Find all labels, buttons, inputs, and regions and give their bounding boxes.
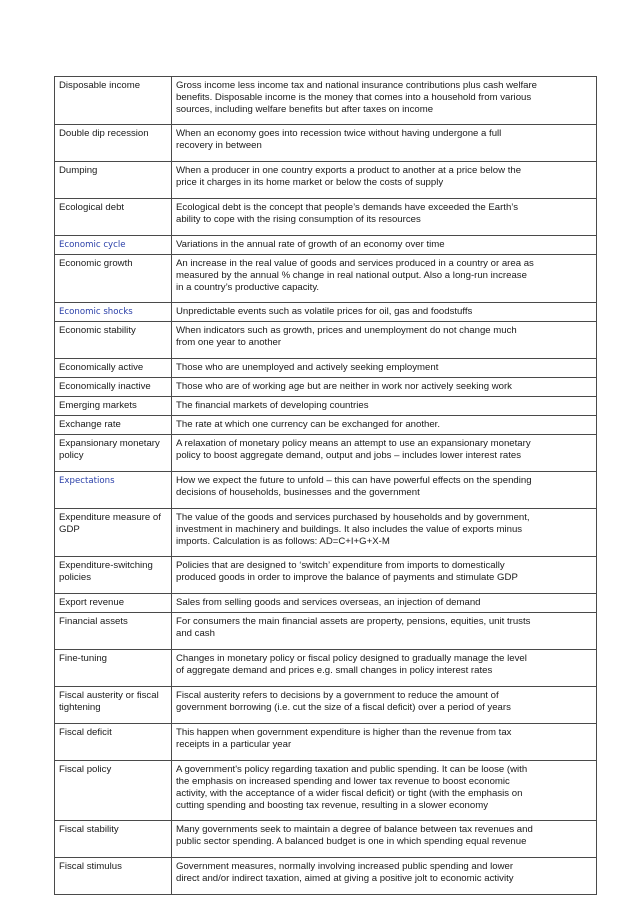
definition-line: Government measures, normally involving increased public spending and lower: [176, 861, 514, 872]
definition-line: Those who are of working age but are neither in work nor actively seeking work: [176, 381, 512, 392]
glossary-row: [55, 236, 597, 255]
glossary-row: [55, 724, 597, 761]
glossary-definition-cell: [172, 378, 597, 397]
glossary-row: [55, 613, 597, 650]
glossary-definition-cell: [172, 821, 597, 858]
glossary-row: [55, 650, 597, 687]
glossary-term-cell: [55, 724, 172, 761]
glossary-term-cell: [55, 761, 172, 821]
glossary-definition-cell: [172, 77, 597, 125]
definition-line: government borrowing (i.e. cut the size of a fiscal deficit) over a period of years: [176, 702, 511, 714]
glossary-term: Fiscal deficit: [59, 727, 112, 738]
definition-line: Gross income less income tax and national insurance contributions plus cash welfare: [176, 80, 538, 91]
glossary-definition-cell: [172, 761, 597, 821]
glossary-row: [55, 397, 597, 416]
glossary-row: [55, 416, 597, 435]
definition-line: produced goods in order to improve the balance of payments and stimulate GDP: [176, 572, 518, 584]
definition-line: A relaxation of monetary policy means an attempt to use an expansionary monetary: [176, 438, 531, 449]
definition-line: of aggregate demand and prices e.g. small changes in policy interest rates: [176, 665, 493, 677]
definition-line: How we expect the future to unfold – this can have powerful effects on the spending: [176, 475, 532, 486]
definition-line: ability to cope with the rising consumption of its resources: [176, 214, 421, 226]
glossary-term: Export revenue: [59, 597, 125, 608]
definition-line: imports. Calculation is as follows: AD=C+I+G+X-M: [176, 536, 390, 548]
glossary-row: [55, 557, 597, 594]
glossary-term-cell: [55, 821, 172, 858]
glossary-row: [55, 359, 597, 378]
glossary-term: Financial assets: [59, 616, 128, 627]
glossary-term: Fine-tuning: [59, 653, 107, 664]
glossary-row: [55, 761, 597, 821]
glossary-term: Dumping: [59, 165, 98, 176]
definition-line: the emphasis on increased spending and lower tax revenue to boost economic: [176, 776, 510, 788]
glossary-definition-cell: [172, 650, 597, 687]
glossary-row: [55, 509, 597, 557]
definition-line: Sales from selling goods and services overseas, an injection of demand: [176, 597, 481, 608]
glossary-term: Expansionary monetary policy: [59, 438, 160, 462]
definition-line: Ecological debt is the concept that people’s demands have exceeded the Earth’s: [176, 202, 519, 213]
definition-line: For consumers the main financial assets are property, pensions, equities, unit trusts: [176, 616, 531, 627]
glossary-term-link[interactable]: Economic cycle: [59, 240, 126, 250]
glossary-term-cell: [55, 162, 172, 199]
glossary-row: [55, 322, 597, 359]
glossary-row: [55, 125, 597, 162]
glossary-term: Ecological debt: [59, 202, 125, 213]
definition-line: direct and/or indirect taxation, aimed at giving a positive jolt to economic activity: [176, 873, 514, 885]
definition-line: The rate at which one currency can be exchanged for another.: [176, 419, 440, 430]
glossary-term: Economic growth: [59, 258, 133, 269]
glossary-term-cell: [55, 125, 172, 162]
glossary-term: Economic stability: [59, 325, 136, 336]
definition-line: The value of the goods and services purchased by households and by government,: [176, 512, 530, 523]
glossary-term-cell: [55, 858, 172, 895]
definition-line: When an economy goes into recession twice without having undergone a full: [176, 128, 502, 139]
glossary-term: Emerging markets: [59, 400, 137, 411]
definition-line: investment in machinery and buildings. It also includes the value of exports minus: [176, 524, 523, 536]
glossary-term: Exchange rate: [59, 419, 121, 430]
glossary-definition-cell: [172, 687, 597, 724]
glossary-row: [55, 303, 597, 322]
glossary-definition-cell: [172, 125, 597, 162]
glossary-term-cell: [55, 236, 172, 255]
glossary-term-cell: [55, 613, 172, 650]
glossary-term-cell: [55, 303, 172, 322]
glossary-term-cell: [55, 435, 172, 472]
glossary-term: Economically active: [59, 362, 144, 373]
glossary-row: [55, 594, 597, 613]
glossary-definition-cell: [172, 435, 597, 472]
glossary-term: Fiscal stability: [59, 824, 119, 835]
glossary-row: [55, 378, 597, 397]
glossary-row: [55, 472, 597, 509]
definition-line: recovery in between: [176, 140, 262, 152]
glossary-row: [55, 199, 597, 236]
glossary-term-cell: [55, 199, 172, 236]
glossary-term-link[interactable]: Expectations: [59, 476, 115, 486]
definition-line: A government's policy regarding taxation and public spending. It can be loose (with: [176, 764, 528, 775]
glossary-term-cell: [55, 378, 172, 397]
definition-line: benefits. Disposable income is the money that comes into a household from various: [176, 92, 532, 104]
glossary-definition-cell: [172, 255, 597, 303]
glossary-term: Fiscal austerity or fiscal tightening: [59, 690, 159, 714]
glossary-term: Disposable income: [59, 80, 141, 91]
glossary-term-cell: [55, 77, 172, 125]
definition-line: When a producer in one country exports a product to another at a price below the: [176, 165, 522, 176]
glossary-row: [55, 687, 597, 724]
definition-line: Fiscal austerity refers to decisions by a government to reduce the amount of: [176, 690, 499, 701]
definition-line: price it charges in its home market or below the costs of supply: [176, 177, 444, 189]
glossary-definition-cell: [172, 416, 597, 435]
glossary-definition-cell: [172, 162, 597, 199]
definition-line: The financial markets of developing countries: [176, 400, 369, 411]
glossary-definition-cell: [172, 594, 597, 613]
definition-line: policy to boost aggregate demand, output and jobs – includes lower interest rates: [176, 450, 522, 462]
glossary-term-cell: [55, 594, 172, 613]
glossary-term: Economically inactive: [59, 381, 151, 392]
glossary-term: Expenditure-switching policies: [59, 560, 153, 584]
definition-line: Changes in monetary policy or fiscal policy designed to gradually manage the level: [176, 653, 527, 664]
glossary-definition-cell: [172, 303, 597, 322]
glossary-body: [55, 77, 597, 895]
glossary-definition-cell: [172, 724, 597, 761]
glossary-term: Expenditure measure of GDP: [59, 512, 161, 536]
glossary-term: Double dip recession: [59, 128, 149, 139]
glossary-definition-cell: [172, 397, 597, 416]
glossary-term-cell: [55, 509, 172, 557]
glossary-term-link[interactable]: Economic shocks: [59, 307, 133, 317]
glossary-row: [55, 858, 597, 895]
definition-line: Policies that are designed to ‘switch’ expenditure from imports to domestically: [176, 560, 505, 571]
glossary-term-cell: [55, 416, 172, 435]
glossary-term: Fiscal policy: [59, 764, 112, 775]
glossary-definition-cell: [172, 199, 597, 236]
definition-line: When indicators such as growth, prices and unemployment do not change much: [176, 325, 517, 336]
glossary-row: [55, 255, 597, 303]
definition-line: from one year to another: [176, 337, 282, 349]
definition-line: This happen when government expenditure is higher than the revenue from tax: [176, 727, 512, 738]
glossary-definition-cell: [172, 858, 597, 895]
definition-line: An increase in the real value of goods and services produced in a country or area as: [176, 258, 534, 269]
glossary-definition-cell: [172, 613, 597, 650]
glossary-row: [55, 821, 597, 858]
definition-line: public sector spending. A balanced budget is one in which spending equal revenue: [176, 836, 527, 848]
glossary-term-cell: [55, 687, 172, 724]
glossary-definition-cell: [172, 472, 597, 509]
glossary-definition-cell: [172, 509, 597, 557]
glossary-definition-cell: [172, 322, 597, 359]
glossary-row: [55, 162, 597, 199]
definition-line: and cash: [176, 628, 215, 640]
glossary-term-cell: [55, 359, 172, 378]
glossary-definition-cell: [172, 359, 597, 378]
glossary-term-cell: [55, 557, 172, 594]
definition-line: in a country’s productive capacity.: [176, 282, 320, 294]
glossary-term-cell: [55, 322, 172, 359]
definition-line: Unpredictable events such as volatile prices for oil, gas and foodstuffs: [176, 306, 473, 317]
glossary-term: Fiscal stimulus: [59, 861, 122, 872]
glossary-term-cell: [55, 650, 172, 687]
definition-line: decisions of households, businesses and the government: [176, 487, 420, 499]
glossary-table: [54, 76, 597, 895]
glossary-definition-cell: [172, 557, 597, 594]
definition-line: measured by the annual % change in real national output. Also a long-run increase: [176, 270, 527, 282]
glossary-term-cell: [55, 255, 172, 303]
definition-line: sources, including welfare benefits but after taxes on income: [176, 104, 434, 116]
glossary-row: [55, 435, 597, 472]
glossary-definition-cell: [172, 236, 597, 255]
glossary-term-cell: [55, 472, 172, 509]
glossary-row: [55, 77, 597, 125]
definition-line: receipts in a particular year: [176, 739, 292, 751]
definition-line: Variations in the annual rate of growth of an economy over time: [176, 239, 445, 250]
definition-line: Many governments seek to maintain a degree of balance between tax revenues and: [176, 824, 533, 835]
definition-line: cutting spending and boosting tax revenue, resulting in a slower economy: [176, 800, 488, 812]
glossary-term-cell: [55, 397, 172, 416]
definition-line: activity, with the acceptance of a wider fiscal deficit) or tight (with the emphasis on: [176, 788, 523, 800]
definition-line: Those who are unemployed and actively seeking employment: [176, 362, 439, 373]
